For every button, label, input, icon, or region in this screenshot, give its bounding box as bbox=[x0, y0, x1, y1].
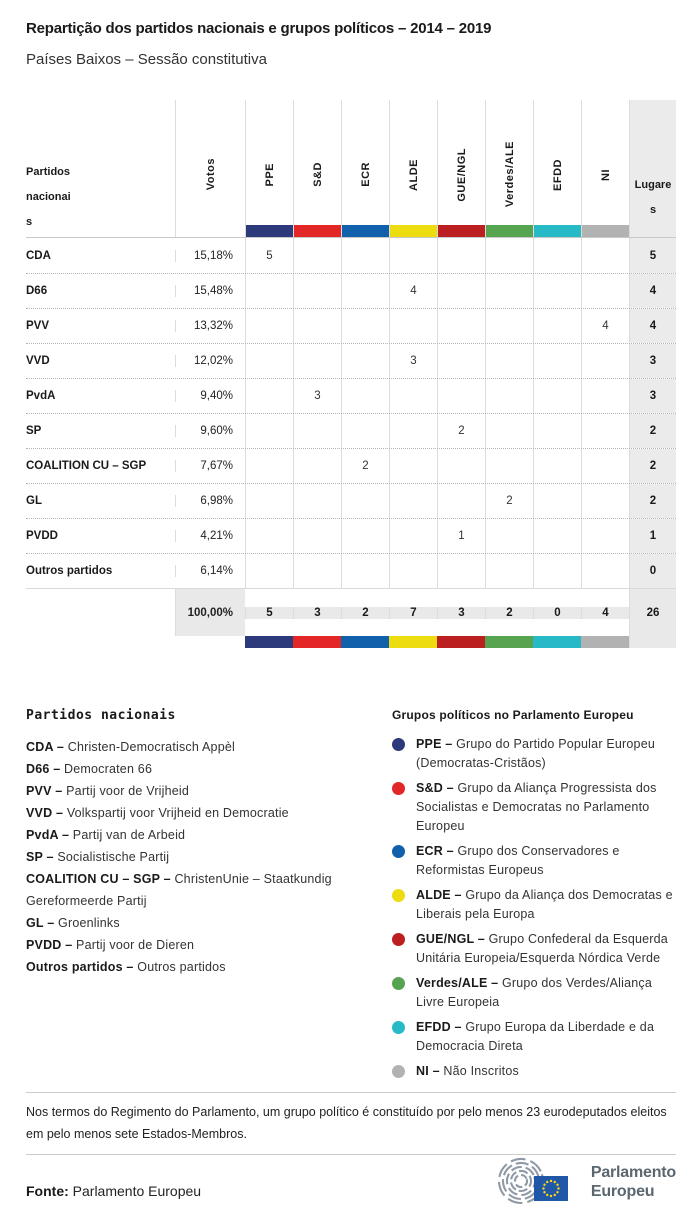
seat-cell bbox=[581, 519, 629, 553]
seat-cell: 3 bbox=[389, 344, 437, 378]
seat-cell bbox=[533, 484, 581, 518]
total-seats-cell: 3 bbox=[629, 379, 676, 413]
seat-cell bbox=[245, 379, 293, 413]
european-parliament-logo bbox=[493, 1157, 676, 1207]
seat-cell bbox=[581, 484, 629, 518]
seat-cell bbox=[293, 414, 341, 448]
seat-cell bbox=[389, 519, 437, 553]
seat-cell bbox=[533, 414, 581, 448]
seat-cell bbox=[485, 554, 533, 588]
political-groups-legend-heading: Grupos políticos no Parlamento Europeu bbox=[392, 708, 634, 722]
party-name-cell: Outros partidos bbox=[26, 565, 113, 577]
table-header-row bbox=[26, 100, 676, 238]
group-color-bar bbox=[390, 225, 437, 237]
group-color-bar bbox=[342, 225, 389, 237]
group-color-dot bbox=[392, 1065, 405, 1078]
party-legend-item: GL – Groenlinks bbox=[26, 916, 120, 930]
party-legend-item: CDA – Christen-Democratisch Appèl bbox=[26, 740, 235, 754]
seat-cell bbox=[293, 449, 341, 483]
seat-cell bbox=[533, 344, 581, 378]
table-total-row bbox=[26, 588, 676, 636]
seat-cell bbox=[293, 484, 341, 518]
group-color-dot bbox=[392, 889, 405, 902]
group-legend-item: GUE/NGL – Grupo Confederal da Esquerda Unitária Europeia/Esquerda Nórdica Verde bbox=[392, 930, 676, 968]
party-name-cell: CDA bbox=[26, 249, 51, 262]
total-seat-cell: 0 bbox=[533, 607, 581, 619]
seat-cell bbox=[437, 449, 485, 483]
seat-cell bbox=[293, 344, 341, 378]
total-seat-cell: 3 bbox=[437, 607, 485, 619]
seat-cell bbox=[437, 274, 485, 308]
group-column-header: ECR bbox=[341, 100, 389, 237]
seat-cell bbox=[389, 238, 437, 273]
seat-cell bbox=[485, 309, 533, 343]
seat-cell bbox=[533, 554, 581, 588]
total-seats-cell: 0 bbox=[629, 554, 676, 588]
seat-cell bbox=[485, 414, 533, 448]
seat-cell bbox=[485, 238, 533, 273]
total-seat-cell: 4 bbox=[581, 607, 629, 619]
seat-cell bbox=[245, 554, 293, 588]
table-row bbox=[26, 518, 676, 553]
party-legend-item: VVD – Volkspartij voor Vrijheid en Democratie bbox=[26, 806, 289, 820]
national-parties-legend bbox=[26, 708, 366, 1092]
party-name-cell: GL bbox=[26, 495, 42, 507]
total-seats-cell: 4 bbox=[629, 309, 676, 343]
group-color-dot bbox=[392, 738, 405, 751]
seat-cell bbox=[485, 344, 533, 378]
table-row bbox=[26, 448, 676, 483]
seat-cell bbox=[341, 484, 389, 518]
votes-cell: 6,14% bbox=[175, 565, 245, 577]
seat-cell: 2 bbox=[485, 484, 533, 518]
seat-cell bbox=[389, 449, 437, 483]
party-name-cell: PVDD bbox=[26, 530, 58, 542]
total-seat-cell: 5 bbox=[245, 607, 293, 619]
party-legend-item: Outros partidos – Outros partidos bbox=[26, 960, 226, 974]
total-seats-cell: 3 bbox=[629, 344, 676, 378]
group-color-bar bbox=[294, 225, 341, 237]
seat-cell: 2 bbox=[437, 414, 485, 448]
seat-cell bbox=[389, 309, 437, 343]
group-column-header: GUE/NGL bbox=[437, 100, 485, 237]
group-legend-item: PPE – Grupo do Partido Popular Europeu (Democratas-Cristãos) bbox=[392, 735, 676, 773]
seat-cell bbox=[485, 449, 533, 483]
seat-cell bbox=[389, 484, 437, 518]
group-column-header: ALDE bbox=[389, 100, 437, 237]
votes-cell: 15,48% bbox=[175, 285, 245, 297]
group-column-header: S&D bbox=[293, 100, 341, 237]
votes-cell: 9,60% bbox=[175, 425, 245, 437]
votes-cell: 4,21% bbox=[175, 530, 245, 542]
footer bbox=[26, 1155, 676, 1211]
party-name-cell: D66 bbox=[26, 285, 48, 297]
seat-cell bbox=[389, 379, 437, 413]
seat-cell bbox=[581, 554, 629, 588]
seat-cell bbox=[245, 449, 293, 483]
bottom-bar-seats-cell bbox=[629, 636, 676, 648]
group-color-bar bbox=[533, 636, 581, 648]
party-legend-item: D66 – Democraten 66 bbox=[26, 762, 153, 776]
bottom-bar-spacer bbox=[26, 636, 175, 648]
seat-cell bbox=[437, 554, 485, 588]
votes-cell: 9,40% bbox=[175, 390, 245, 402]
group-color-bar bbox=[486, 225, 533, 237]
results-table bbox=[26, 100, 676, 648]
seat-cell bbox=[581, 344, 629, 378]
total-votes-cell: 100,00% bbox=[175, 589, 245, 636]
seat-cell bbox=[533, 309, 581, 343]
group-color-bar bbox=[389, 636, 437, 648]
seat-cell bbox=[293, 519, 341, 553]
group-color-bar bbox=[245, 636, 293, 648]
seats-column-header: Lugares bbox=[629, 100, 676, 237]
seat-cell bbox=[533, 449, 581, 483]
seat-cell bbox=[245, 309, 293, 343]
seat-cell bbox=[245, 414, 293, 448]
seat-cell bbox=[341, 238, 389, 273]
seat-cell bbox=[341, 414, 389, 448]
seat-cell bbox=[245, 484, 293, 518]
total-seat-cell: 2 bbox=[485, 607, 533, 619]
seat-cell bbox=[293, 274, 341, 308]
total-seats-cell: 26 bbox=[629, 589, 676, 636]
party-legend-item: PVV – Partij voor de Vrijheid bbox=[26, 784, 190, 798]
total-seat-cell: 2 bbox=[341, 607, 389, 619]
seat-cell bbox=[245, 344, 293, 378]
table-bottom-colorbar-row bbox=[26, 636, 676, 648]
seat-cell bbox=[581, 449, 629, 483]
seat-cell bbox=[437, 309, 485, 343]
votes-cell: 13,32% bbox=[175, 320, 245, 332]
seat-cell bbox=[485, 379, 533, 413]
group-legend-item: NI – Não Inscritos bbox=[392, 1062, 676, 1081]
total-seats-cell: 1 bbox=[629, 519, 676, 553]
seat-cell bbox=[437, 379, 485, 413]
votes-column-header: Votos bbox=[175, 100, 245, 237]
group-color-bar bbox=[293, 636, 341, 648]
party-name-cell: VVD bbox=[26, 355, 50, 367]
divider bbox=[26, 1092, 676, 1093]
group-legend-item: S&D – Grupo da Aliança Progressista dos Socialistas e Democratas no Parlamento Europeu bbox=[392, 779, 676, 836]
seat-cell bbox=[437, 344, 485, 378]
group-color-bar bbox=[438, 225, 485, 237]
table-row bbox=[26, 343, 676, 378]
group-legend-item: ECR – Grupo dos Conservadores e Reformistas Europeus bbox=[392, 842, 676, 880]
group-color-bar bbox=[437, 636, 485, 648]
page-subtitle: Países Baixos – Sessão constitutiva bbox=[26, 51, 267, 68]
seat-cell bbox=[437, 238, 485, 273]
party-legend-item: COALITION CU – SGP – ChristenUnie – Staatkundig Gereformeerde Partij bbox=[26, 872, 332, 908]
party-legend-item: SP – Socialistische Partij bbox=[26, 850, 170, 864]
seat-cell: 5 bbox=[245, 238, 293, 273]
group-color-bar bbox=[581, 636, 629, 648]
votes-cell: 12,02% bbox=[175, 355, 245, 367]
seat-cell bbox=[341, 309, 389, 343]
group-color-bar bbox=[582, 225, 629, 237]
group-color-bar bbox=[246, 225, 293, 237]
votes-cell: 7,67% bbox=[175, 460, 245, 472]
source-label: Fonte: bbox=[26, 1183, 69, 1199]
seat-cell bbox=[533, 274, 581, 308]
party-name-cell: PVV bbox=[26, 320, 50, 332]
party-column-header: Partidos nacionais bbox=[26, 166, 71, 228]
seat-cell bbox=[341, 274, 389, 308]
page-title: Repartição dos partidos nacionais e grupos políticos – 2014 – 2019 bbox=[26, 20, 492, 37]
group-color-dot bbox=[392, 845, 405, 858]
source-value: Parlamento Europeu bbox=[68, 1183, 202, 1199]
seat-cell bbox=[485, 274, 533, 308]
seat-cell bbox=[245, 274, 293, 308]
group-legend-item: EFDD – Grupo Europa da Liberdade e da Democracia Direta bbox=[392, 1018, 676, 1056]
group-legend-item: ALDE – Grupo da Aliança dos Democratas e Liberais pela Europa bbox=[392, 886, 676, 924]
seat-cell bbox=[341, 379, 389, 413]
group-color-dot bbox=[392, 933, 405, 946]
total-seats-cell: 2 bbox=[629, 449, 676, 483]
legends-section bbox=[26, 708, 676, 1092]
seat-cell bbox=[341, 344, 389, 378]
national-parties-legend-heading: Partidos nacionais bbox=[26, 708, 176, 723]
votes-cell: 6,98% bbox=[175, 495, 245, 507]
table-row bbox=[26, 483, 676, 518]
seat-cell bbox=[389, 414, 437, 448]
party-legend-item: PVDD – Partij voor de Dieren bbox=[26, 938, 195, 952]
seat-cell bbox=[533, 379, 581, 413]
group-color-dot bbox=[392, 977, 405, 990]
footnote: Nos termos do Regimento do Parlamento, um grupo político é constituído por pelo menos 23 eurodeputados eleitos em pelo menos sete Estados-Membros. bbox=[26, 1105, 667, 1141]
table-row bbox=[26, 553, 676, 588]
total-seats-cell: 5 bbox=[629, 238, 676, 273]
group-color-bar bbox=[534, 225, 581, 237]
group-color-dot bbox=[392, 782, 405, 795]
seat-cell bbox=[581, 238, 629, 273]
seat-cell bbox=[389, 554, 437, 588]
table-row bbox=[26, 308, 676, 343]
group-column-header: NI bbox=[581, 100, 629, 237]
group-color-bar bbox=[485, 636, 533, 648]
source-line bbox=[26, 1183, 201, 1199]
table-row bbox=[26, 378, 676, 413]
seat-cell bbox=[581, 379, 629, 413]
table-row bbox=[26, 238, 676, 273]
total-seat-cell: 3 bbox=[293, 607, 341, 619]
seat-cell bbox=[581, 274, 629, 308]
seat-cell bbox=[485, 519, 533, 553]
group-column-header: PPE bbox=[245, 100, 293, 237]
seat-cell: 4 bbox=[581, 309, 629, 343]
group-column-header: Verdes/ALE bbox=[485, 100, 533, 237]
seat-cell bbox=[341, 519, 389, 553]
seat-cell bbox=[533, 519, 581, 553]
seat-cell: 2 bbox=[341, 449, 389, 483]
table-row bbox=[26, 413, 676, 448]
eu-flag-icon bbox=[534, 1176, 568, 1201]
bottom-bar-spacer bbox=[175, 636, 245, 648]
total-seats-cell: 4 bbox=[629, 274, 676, 308]
total-seats-cell: 2 bbox=[629, 484, 676, 518]
group-color-dot bbox=[392, 1021, 405, 1034]
seat-cell: 3 bbox=[293, 379, 341, 413]
parliament-hemicycle-icon bbox=[493, 1157, 585, 1207]
total-seat-cell: 7 bbox=[389, 607, 437, 619]
seat-cell bbox=[293, 309, 341, 343]
seat-cell bbox=[341, 554, 389, 588]
group-column-header: EFDD bbox=[533, 100, 581, 237]
party-name-cell: COALITION CU – SGP bbox=[26, 460, 147, 472]
seat-cell bbox=[245, 519, 293, 553]
party-legend-item: PvdA – Partij van de Arbeid bbox=[26, 828, 186, 842]
seat-cell bbox=[581, 414, 629, 448]
seat-cell: 1 bbox=[437, 519, 485, 553]
votes-cell: 15,18% bbox=[175, 250, 245, 262]
seat-cell bbox=[533, 238, 581, 273]
logo-wordmark: Parlamento Europeu bbox=[590, 1164, 676, 1200]
seat-cell: 4 bbox=[389, 274, 437, 308]
seat-cell bbox=[437, 484, 485, 518]
political-groups-legend bbox=[392, 708, 676, 1092]
party-name-cell: SP bbox=[26, 425, 42, 437]
seat-cell bbox=[293, 554, 341, 588]
group-color-bar bbox=[341, 636, 389, 648]
group-legend-item: Verdes/ALE – Grupo dos Verdes/Aliança Livre Europeia bbox=[392, 974, 676, 1012]
table-row bbox=[26, 273, 676, 308]
party-name-cell: PvdA bbox=[26, 390, 56, 402]
seat-cell bbox=[293, 238, 341, 273]
total-seats-cell: 2 bbox=[629, 414, 676, 448]
